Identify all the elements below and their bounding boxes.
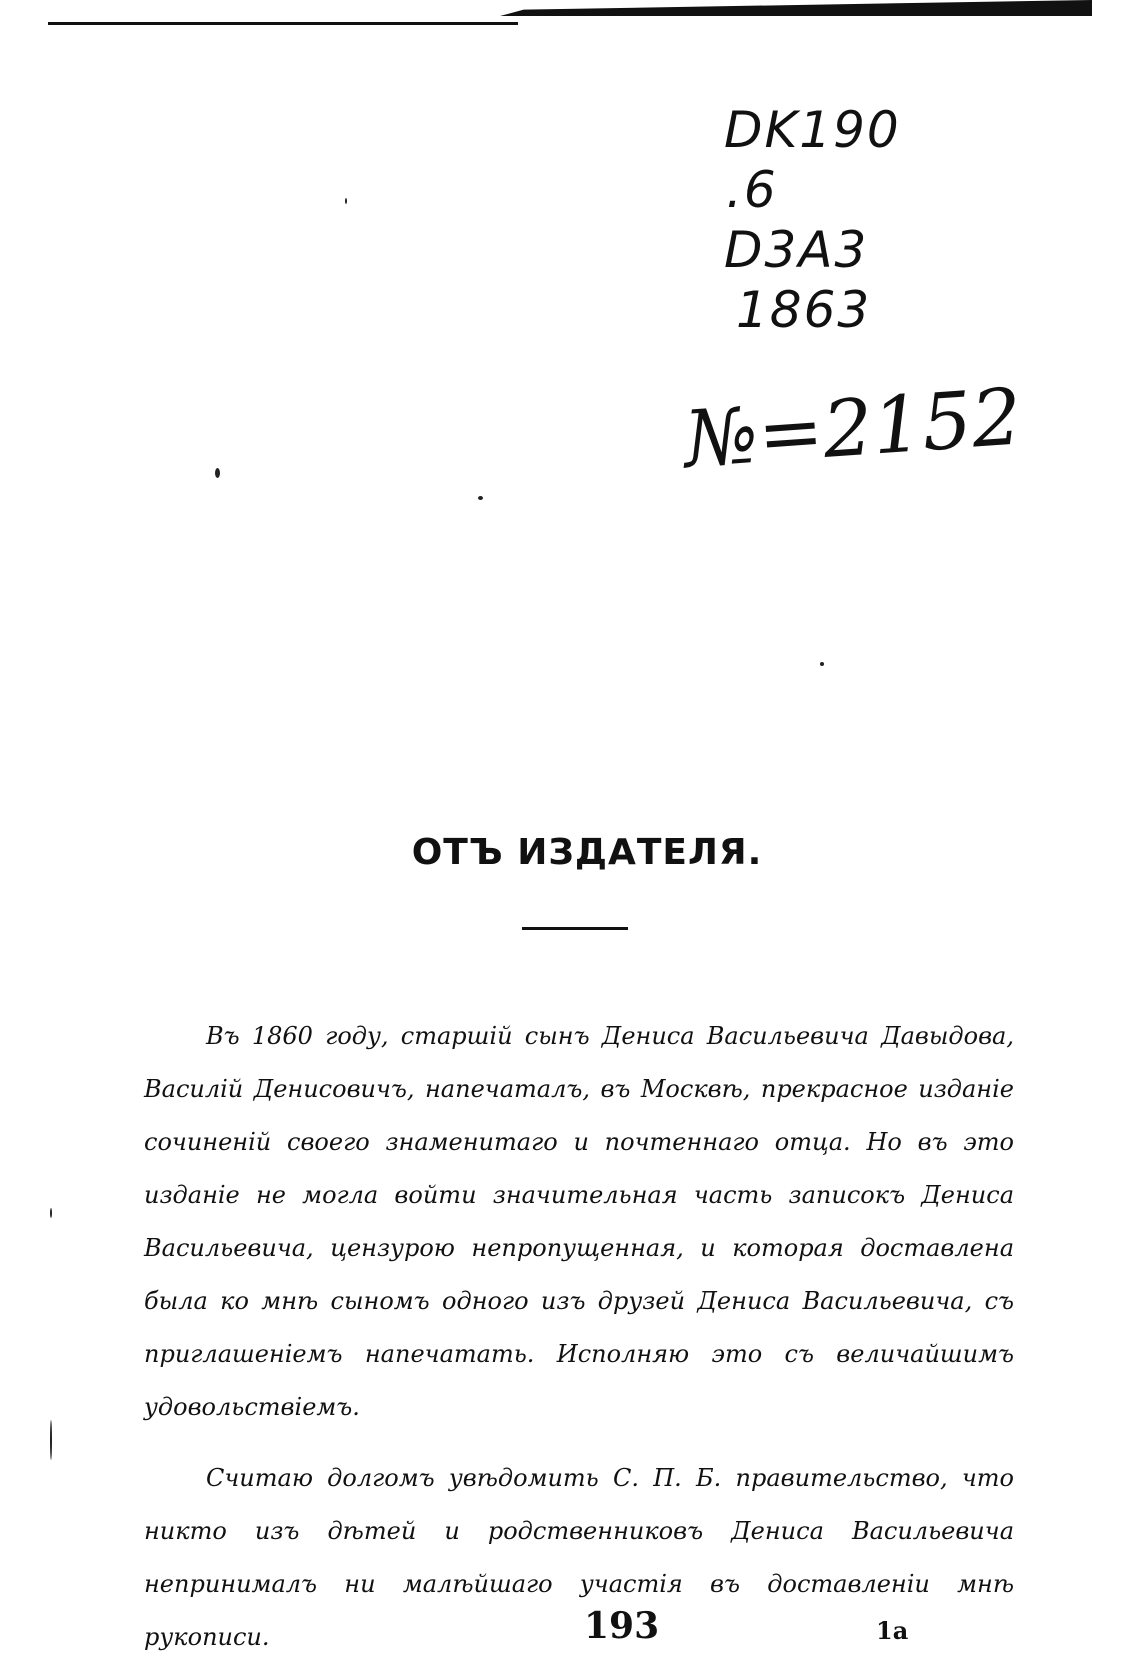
top-edge-rule xyxy=(48,22,518,25)
ink-speck xyxy=(345,198,347,204)
ink-speck xyxy=(50,1208,52,1218)
call-number-line: DK190 xyxy=(724,101,901,159)
accession-number: №=2152 xyxy=(681,372,1025,486)
paragraph: Считаю долгомъ увѣдомить С. П. Б. правительство, что никто изъ дѣтей и родственниковъ Дениса Васильевича непринималъ ни малѣйшаго участія въ доставленіи мнѣ рукописи. xyxy=(144,1464,1014,1651)
ink-speck xyxy=(50,1420,52,1460)
ink-speck xyxy=(215,468,220,478)
body-text xyxy=(144,1010,1014,1664)
call-number-line: 1863 xyxy=(736,281,872,339)
paragraph: Въ 1860 году, старшій сынъ Дениса Васильевича Давыдова, Василій Денисовичъ, напечаталъ, въ Москвѣ, прекрасное изданіе сочиненій своего знаменитаго и почтеннаго отца. Но въ это изданіе не могла войти значительная часть записокъ Дениса Васильевича, цензурою непропущенная, и которая доставлена была ко мнѣ сыномъ одного изъ друзей Дениса Васильевича, съ приглашеніемъ напечатать. Исполняю это съ величайшимъ удовольствіемъ. xyxy=(144,1022,1014,1421)
top-edge-shadow xyxy=(500,0,1092,16)
call-number-line: .6 xyxy=(726,161,778,219)
call-number-line: D3A3 xyxy=(724,221,869,279)
page-number: 193 xyxy=(584,1605,660,1647)
ink-speck xyxy=(820,662,824,666)
page-heading: ОТЪ ИЗДАТЕЛЯ. xyxy=(411,832,763,874)
ink-speck xyxy=(478,496,483,500)
signature-mark: 1а xyxy=(876,1616,909,1645)
library-call-number xyxy=(724,100,901,340)
heading-divider xyxy=(522,927,628,930)
